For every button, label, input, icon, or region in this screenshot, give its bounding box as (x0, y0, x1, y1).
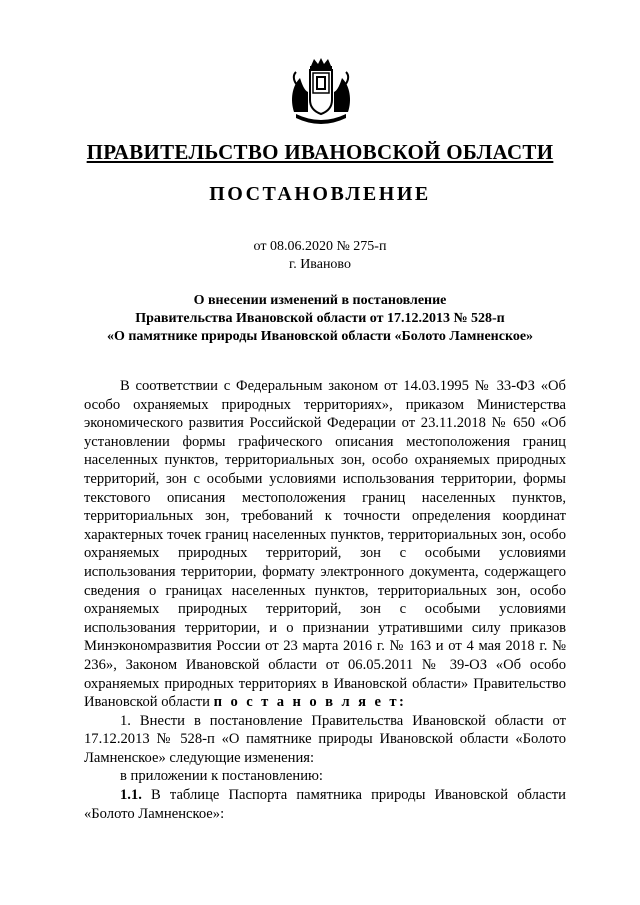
item-1-1-text: В таблице Паспорта памятника природы Ивановской области «Болото Ламненское»: (84, 787, 566, 822)
item-1-subheading: в приложении к постановлению: (120, 768, 323, 785)
decree-title: ПОСТАНОВЛЕНИЕ (209, 183, 431, 205)
subject-line-3: «О памятнике природы Ивановской области «Болото Ламненское» (106, 329, 534, 344)
decree-body (84, 377, 566, 823)
item-1: 1. Внести в постановление Правительства Ивановской области от 17.12.2013 № 528-п «О памятнике природы Ивановской области «Болото Ламненское» следующие изменения: (84, 712, 566, 766)
decree-city: г. Иваново (289, 257, 351, 272)
subject-line-1: О внесении изменений в постановление (193, 293, 447, 308)
decree-subject (60, 292, 580, 346)
preamble-text: В соответствии с Федеральным законом от 14.03.1995 № 33-ФЗ «Об особо охраняемых природных территориях», приказом Министерства экономического развития Российской Федерации от 23.11.2018 № 650 «Об установлении формы графического описания местоположения границ населенных пунктов, территориальных зон, особо охраняемых природных территорий, зон с особыми условиями использования территории, формы текстового описания местоположения границ населенных пунктов, территориальных зон, требований к точности определения координат характерных точек границ населенных пунктов, территориальных зон, особо охраняемых природных территорий, зон с особыми условиями использования территории, формату электронного документа, содержащего сведения о границах населенных пунктов, территориальных зон, особо охраняемых природных территорий, зон с особыми условиями использования территории, и о признании утратившими силу приказов Минэкономразвития России от 23 марта 2016 г. № 163 и от 4 мая 2018 г. № 236», Законом Ивановской области от 06.05.2011 № 39-ОЗ «Об особо охраняемых природных территориях в Ивановской области» Правительство Ивановской области (84, 378, 566, 711)
government-title: ПРАВИТЕЛЬСТВО ИВАНОВСКОЙ ОБЛАСТИ (86, 140, 554, 164)
preamble-paragraph (84, 377, 566, 712)
resolves-phrase: п о с т а н о в л я е т: (213, 694, 407, 711)
item-1-1-number: 1.1. (120, 787, 142, 804)
coat-of-arms-icon (288, 56, 354, 128)
subject-line-2: Правительства Ивановской области от 17.12.2013 № 528-п (135, 311, 505, 326)
decree-date-number: от 08.06.2020 № 275-п (253, 239, 387, 254)
item-1-1 (84, 786, 566, 823)
